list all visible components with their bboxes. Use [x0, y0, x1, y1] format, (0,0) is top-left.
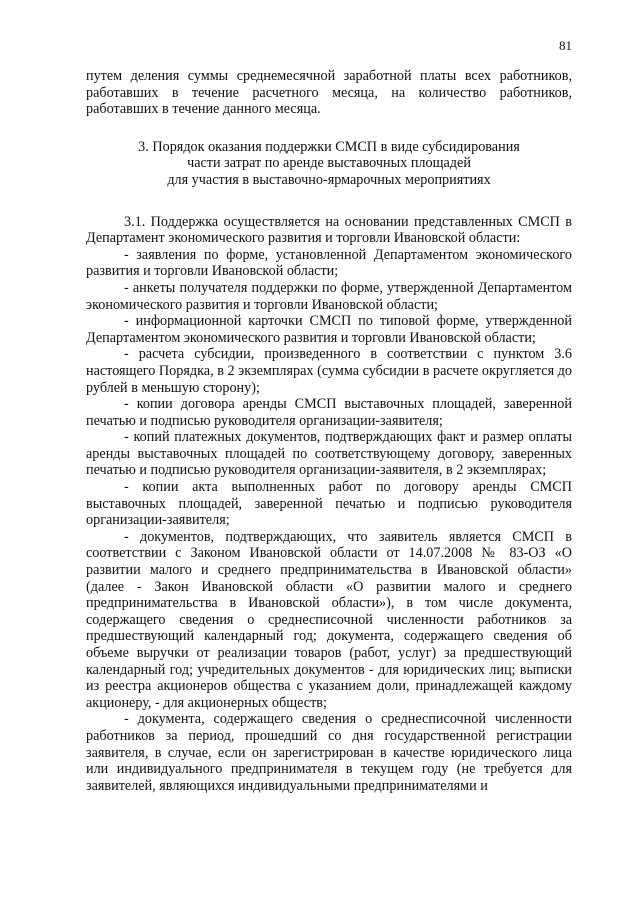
- section-heading: [86, 139, 572, 189]
- section-heading-line: части затрат по аренде выставочных площадей: [187, 155, 471, 172]
- document-body: [86, 68, 572, 794]
- list-item-lease-contract: - копии договора аренды СМСП выставочных площадей, заверенной печатью и подписью руководителя организации-заявителя;: [86, 396, 572, 429]
- page-number: 81: [559, 38, 572, 53]
- section-heading-line: для участия в выставочно-ярмарочных мероприятиях: [167, 171, 491, 188]
- list-item-headcount-document: - документа, содержащего сведения о среднесписочной численности работников за период, прошедший со дня государственной регистрации заявителя, в случае, если он зарегистрирован в качестве юридического лица или индивидуального предпринимателя в текущем году (не требуется для заявителей, являющихся индивидуальными предпринимателями и: [86, 711, 572, 794]
- intro-paragraph: путем деления суммы среднемесячной заработной платы всех работников, работавших в течение расчетного месяца, на количество работников, работавших в течение данного месяца.: [86, 68, 572, 118]
- section-heading-line: 3. Порядок оказания поддержки СМСП в виде субсидирования: [138, 138, 520, 155]
- list-item-subsidy-calculation: - расчета субсидии, произведенного в соответствии с пунктом 3.6 настоящего Порядка, в 2 экземплярах (сумма субсидии в расчете округляется до рублей в меньшую сторону);: [86, 346, 572, 396]
- list-item-smsp-documents: - документов, подтверждающих, что заявитель является СМСП в соответствии с Законом Ивановской области от 14.07.2008 № 83-ОЗ «О развитии малого и среднего предпринимательства в Ивановской области» (далее - Закон Ивановской области «О развитии малого и среднего предпринимательства в Ивановской области»), в том числе документа, содержащего сведения о среднесписочной численности работников за предшествующий календарный год; документа, содержащего сведения об объеме выручки от реализации товаров (работ, услуг) за предшествующий календарный год; учредительных документов - для юридических лиц; выписки из реестра акционеров общества с указанием доли, принадлежащей каждому акционеру, - для акционерных обществ;: [86, 528, 572, 711]
- list-item-payment-documents: - копий платежных документов, подтверждающих факт и размер оплаты аренды выставочных площадей по соответствующему договору, заверенных печатью и подписью руководителя организации-заявителя, в 2 экземплярах;: [86, 429, 572, 479]
- list-item-work-act: - копии акта выполненных работ по договору аренды СМСП выставочных площадей, заверенной печатью и подписью руководителя организации-заявителя;: [86, 479, 572, 529]
- list-item-application: - заявления по форме, установленной Департаментом экономического развития и торговли Ивановской области;: [86, 246, 572, 280]
- list-item-questionnaire: - анкеты получателя поддержки по форме, утвержденной Департаментом экономического развития и торговли Ивановской области;: [86, 279, 572, 313]
- paragraph-3-1: 3.1. Поддержка осуществляется на основании представленных СМСП в Департамент экономического развития и торговли Ивановской области:: [86, 213, 572, 247]
- list-item-info-card: - информационной карточки СМСП по типовой форме, утвержденной Департаментом экономического развития и торговли Ивановской области;: [86, 313, 572, 346]
